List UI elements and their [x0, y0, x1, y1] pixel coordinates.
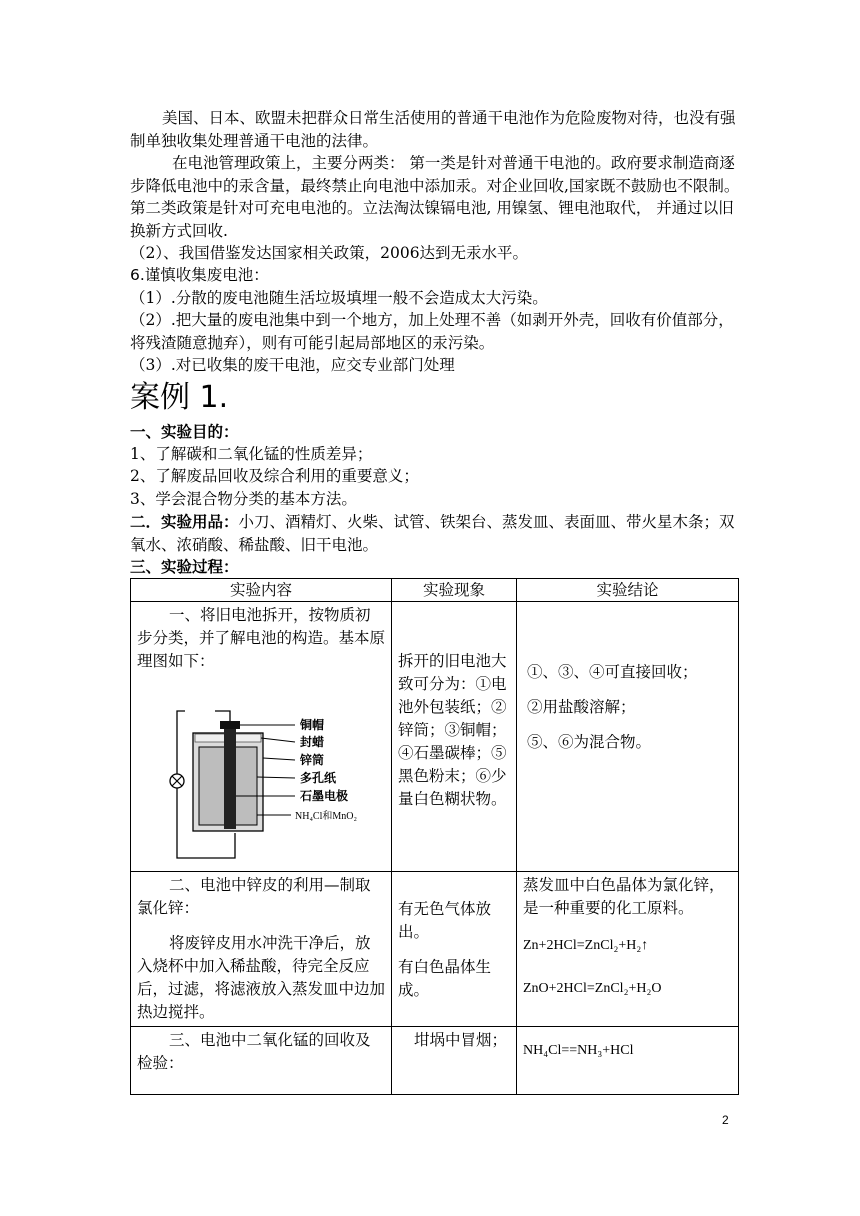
battery-structure-diagram: [155, 703, 395, 863]
label-graphite: 石墨电极: [300, 789, 349, 803]
row1-content-text: 一、将旧电池拆开，按物质初步分类，并了解电池的构造。基本原理图如下：: [137, 606, 386, 670]
purpose-item-3: 3、学会混合物分类的基本方法。: [130, 490, 357, 508]
header-phenomenon: 实验现象: [392, 579, 517, 602]
section-materials-heading: 二．实验用品：: [130, 512, 239, 531]
label-mixture: NH₄Cl和MnO₂: [295, 811, 357, 822]
header-content: 实验内容: [131, 579, 392, 602]
row3-phenomenon-cell: [392, 1027, 517, 1095]
table-row: [131, 1027, 739, 1095]
row2-formula-1: Zn+2HCl=ZnCl₂+H₂↑: [523, 938, 649, 953]
row3-conclusion-cell: [517, 1027, 739, 1095]
section-process-heading: 三、实验过程：: [130, 557, 239, 576]
label-paper: 多孔纸: [300, 771, 337, 785]
label-zinc: 锌筒: [300, 753, 325, 767]
paragraph-policy-intro: 美国、日本、欧盟未把群众日常生活使用的普通干电池作为危险废物对待，也没有强制单独收集处理普通干电池的法律。: [130, 109, 736, 150]
section-purpose-heading: 一、实验目的：: [130, 422, 239, 441]
purpose-item-2: 2、了解废品回收及综合利用的重要意义；: [130, 467, 419, 485]
row2-content-cell: [131, 872, 392, 1027]
row3-content-text: 三、电池中二氧化锰的回收及检验：: [137, 1031, 371, 1072]
row1-conclusion-1: ①、③、④可直接回收；: [527, 663, 698, 681]
row1-content-cell: [131, 602, 392, 872]
row1-phenomenon-cell: [392, 602, 517, 872]
row2-formula-2: ZnO+2HCl=ZnCl₂+H₂O: [523, 981, 662, 996]
copper-cap: [220, 721, 240, 729]
row2-conclusion-cell: [517, 872, 739, 1027]
table-header-row: [131, 579, 739, 602]
paragraph-policy-types: 在电池管理政策上，主要分两类： 第一类是针对普通干电池的。政府要求制造商逐步降低电池中的汞含量，最终禁止向电池中添加汞。对企业回收,国家既不鼓励也不限制。 第二类政策是针对可充电电池的。立法淘汰镍镉电池, 用镍氢、锂电池取代， 并通过以旧换新方式回收.: [130, 154, 740, 240]
table-row: [131, 602, 739, 872]
row2-content-b: 将废锌皮用水冲洗干净后，放入烧杯中加入稀盐酸，待完全反应后，过滤，将滤液放入蒸发皿中边加热边搅拌。: [137, 934, 386, 1021]
row1-conclusion-2: ②用盐酸溶解；: [527, 698, 636, 716]
collect-item-3: （3）.对已收集的废干电池，应交专业部门处理: [130, 356, 455, 374]
label-wax: 封蜡: [300, 735, 325, 749]
experiment-table: [130, 578, 739, 1095]
section-materials: [130, 511, 742, 556]
header-conclusion: 实验结论: [517, 579, 739, 602]
row2-phenomenon-a: 有无色气体放出。: [398, 900, 492, 941]
row1-phenomenon-text: 拆开的旧电池大致可分为：①电池外包装纸；②锌筒；③铜帽；④石墨碳棒；⑤黑色粉末；⑥少量白色糊状物。: [398, 652, 507, 808]
row2-conclusion-text: 蒸发皿中白色晶体为氯化锌，是一种重要的化工原料。: [523, 876, 725, 917]
row3-formula: NH₄Cl==NH₃+HCl: [523, 1043, 634, 1058]
row2-phenomenon-cell: [392, 872, 517, 1027]
row3-phenomenon-text: 坩埚中冒烟；: [414, 1031, 508, 1049]
collect-item-2: （2）.把大量的废电池集中到一个地方，加上处理不善（如剥开外壳，回收有价值部分，将残渣随意抛弃），则有可能引起局部地区的汞污染。: [130, 311, 734, 352]
heading-collect-batteries: 6.谨慎收集废电池：: [130, 266, 269, 284]
row2-phenomenon-b: 有白色晶体生成。: [398, 958, 492, 999]
row2-content-a: 二、电池中锌皮的利用—制取氯化锌：: [137, 876, 371, 917]
paragraph-china-policy: （2）、我国借鉴发达国家相关政策，2006达到无汞水平。: [130, 244, 529, 262]
section-materials-text: 小刀、酒精灯、火柴、试管、铁架台、蒸发皿、表面皿、带火星木条；双氧水、浓硝酸、稀盐酸、旧干电池。: [130, 513, 735, 554]
collect-item-1: （1）.分散的废电池随生活垃圾填埋一般不会造成太大污染。: [130, 289, 548, 307]
case-title: 案例 1.: [130, 380, 229, 415]
row3-content-cell: [131, 1027, 392, 1095]
purpose-item-1: 1、了解碳和二氧化锰的性质差异；: [130, 445, 373, 463]
page-number: 2: [722, 1113, 729, 1127]
table-row: [131, 872, 739, 1027]
row1-conclusion-cell: [517, 602, 739, 872]
graphite-rod: [224, 725, 236, 829]
label-copper-cap: 铜帽: [300, 718, 325, 732]
row1-conclusion-3: ⑤、⑥为混合物。: [527, 733, 652, 751]
